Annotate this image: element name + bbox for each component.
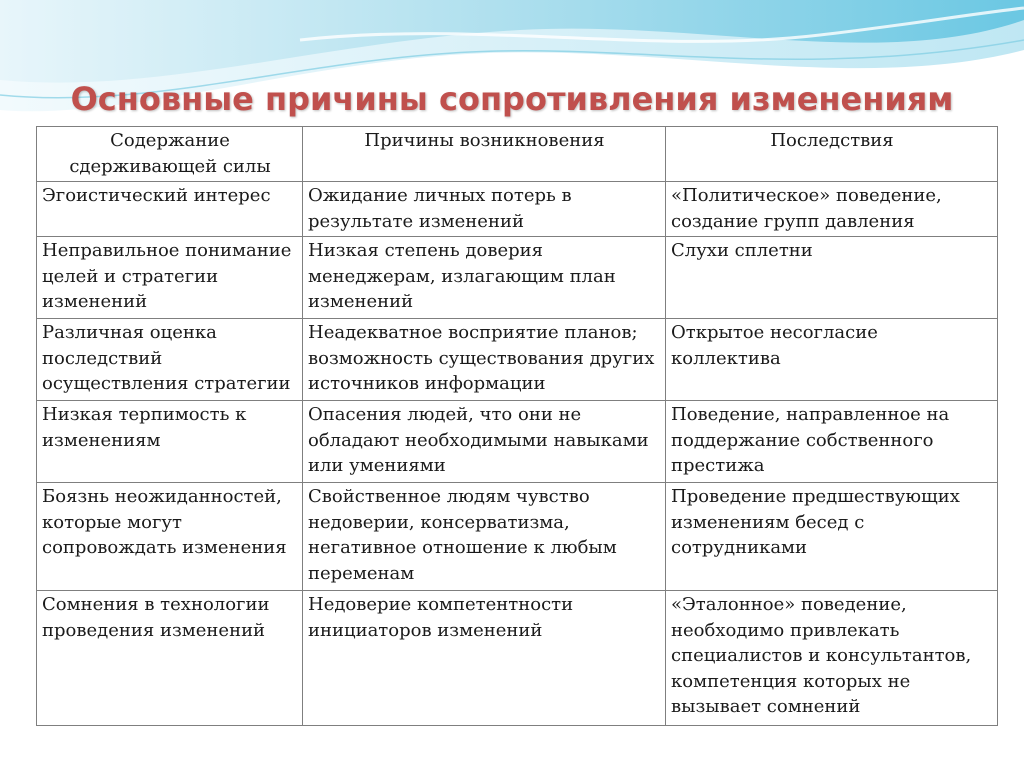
cell-force: Низкая терпимость к изменениям — [37, 401, 303, 483]
table-row — [37, 483, 998, 591]
cell-consequence: Проведение предшествующих изменениям бесед с сотрудниками — [666, 483, 998, 591]
table-row — [37, 237, 998, 319]
column-header-force: Содержание сдерживающей силы — [37, 127, 303, 182]
table-row — [37, 401, 998, 483]
table-row — [37, 591, 998, 726]
slide-title: Основные причины сопротивления изменениям — [70, 80, 954, 118]
cell-consequence: «Политическое» поведение, создание групп давления — [666, 182, 998, 237]
cell-cause: Свойственное людям чувство недоверии, консерватизма, негативное отношение к любым переменам — [303, 483, 666, 591]
column-header-cause: Причины возникновения — [303, 127, 666, 182]
table-row — [37, 182, 998, 237]
cell-cause: Низкая степень доверия менеджерам, излагающим план изменений — [303, 237, 666, 319]
cell-force: Боязнь неожиданностей, которые могут сопровождать изменения — [37, 483, 303, 591]
cell-force: Сомнения в технологии проведения изменений — [37, 591, 303, 726]
cell-force: Различная оценка последствий осуществления стратегии — [37, 319, 303, 401]
cell-cause: Недоверие компетентности инициаторов изменений — [303, 591, 666, 726]
cell-force: Эгоистический интерес — [37, 182, 303, 237]
cell-consequence: Слухи сплетни — [666, 237, 998, 319]
table-row — [37, 319, 998, 401]
cell-consequence: Открытое несогласие коллектива — [666, 319, 998, 401]
column-header-consequence: Последствия — [666, 127, 998, 182]
cell-consequence: «Эталонное» поведение, необходимо привлекать специалистов и консультантов, компетенция которых не вызывает сомнений — [666, 591, 998, 726]
resistance-causes-table — [36, 126, 998, 726]
cell-consequence: Поведение, направленное на поддержание собственного престижа — [666, 401, 998, 483]
cell-cause: Ожидание личных потерь в результате изменений — [303, 182, 666, 237]
cell-force: Неправильное понимание целей и стратегии изменений — [37, 237, 303, 319]
cell-cause: Неадекватное восприятие планов; возможность существования других источников информации — [303, 319, 666, 401]
cell-cause: Опасения людей, что они не обладают необходимыми навыками или умениями — [303, 401, 666, 483]
table-header-row — [37, 127, 998, 182]
